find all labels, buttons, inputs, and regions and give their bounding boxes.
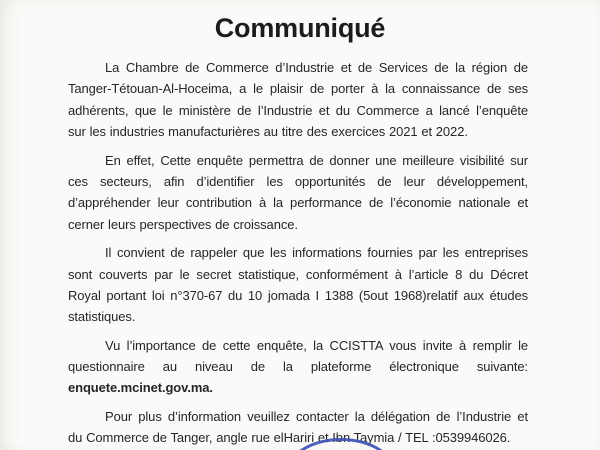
text-line: sur les industries manufacturières au titre des exercices 2021 et 2022. xyxy=(68,124,468,140)
text-line: sont couverts par le secret statistique, conformément à l’article 8 du Décret xyxy=(68,266,528,282)
text-line: enquete.mcinet.gov.ma. xyxy=(68,380,213,396)
text-line: En effet, Cette enquête permettra de donner une meilleure visibilité sur xyxy=(105,152,528,168)
paragraph-contact xyxy=(68,406,528,449)
text-line: d’appréhender leur contribution à la performance de l’économie nationale et xyxy=(68,195,528,211)
text-line: cerner leurs perspectives de croissance. xyxy=(68,216,298,232)
paragraph-secret-statistique xyxy=(68,242,528,328)
text-line: questionnaire au niveau de la plateforme électronique suivante: xyxy=(68,359,528,375)
paragraph-objectifs xyxy=(68,150,528,236)
paragraph-intro xyxy=(68,57,528,143)
text-line: du Commerce de Tanger, angle rue elHariri et Ibn Taymia / TEL :0539946026. xyxy=(68,430,511,446)
text-line: ces secteurs, afin d’identifier les opportunités de leur développement, xyxy=(68,173,528,189)
text-line: Royal portant loi n°370-67 du 10 jomada I 1388 (5out 1968)relatif aux études xyxy=(68,287,528,303)
document-body xyxy=(68,57,528,450)
text-line: La Chambre de Commerce d’Industrie et de Services de la région de xyxy=(105,60,528,75)
text-line: Il convient de rappeler que les informations fournies par les entreprises xyxy=(105,245,528,261)
text-line: Tanger-Tétouan-Al-Hoceima, a le plaisir de porter à la connaissance de ses xyxy=(68,81,528,97)
text-line: adhérents, que le ministère de l’Industrie et du Commerce a lancé l’enquête xyxy=(68,102,528,118)
text-line: Vu l’importance de cette enquête, la CCISTTA vous invite à remplir le xyxy=(105,337,528,353)
paragraph-invitation xyxy=(68,335,528,399)
document-title: Communiqué xyxy=(214,13,386,43)
text-line: Pour plus d’information veuillez contacter la délégation de l’Industrie et xyxy=(105,408,528,424)
text-line: statistiques. xyxy=(68,309,136,325)
